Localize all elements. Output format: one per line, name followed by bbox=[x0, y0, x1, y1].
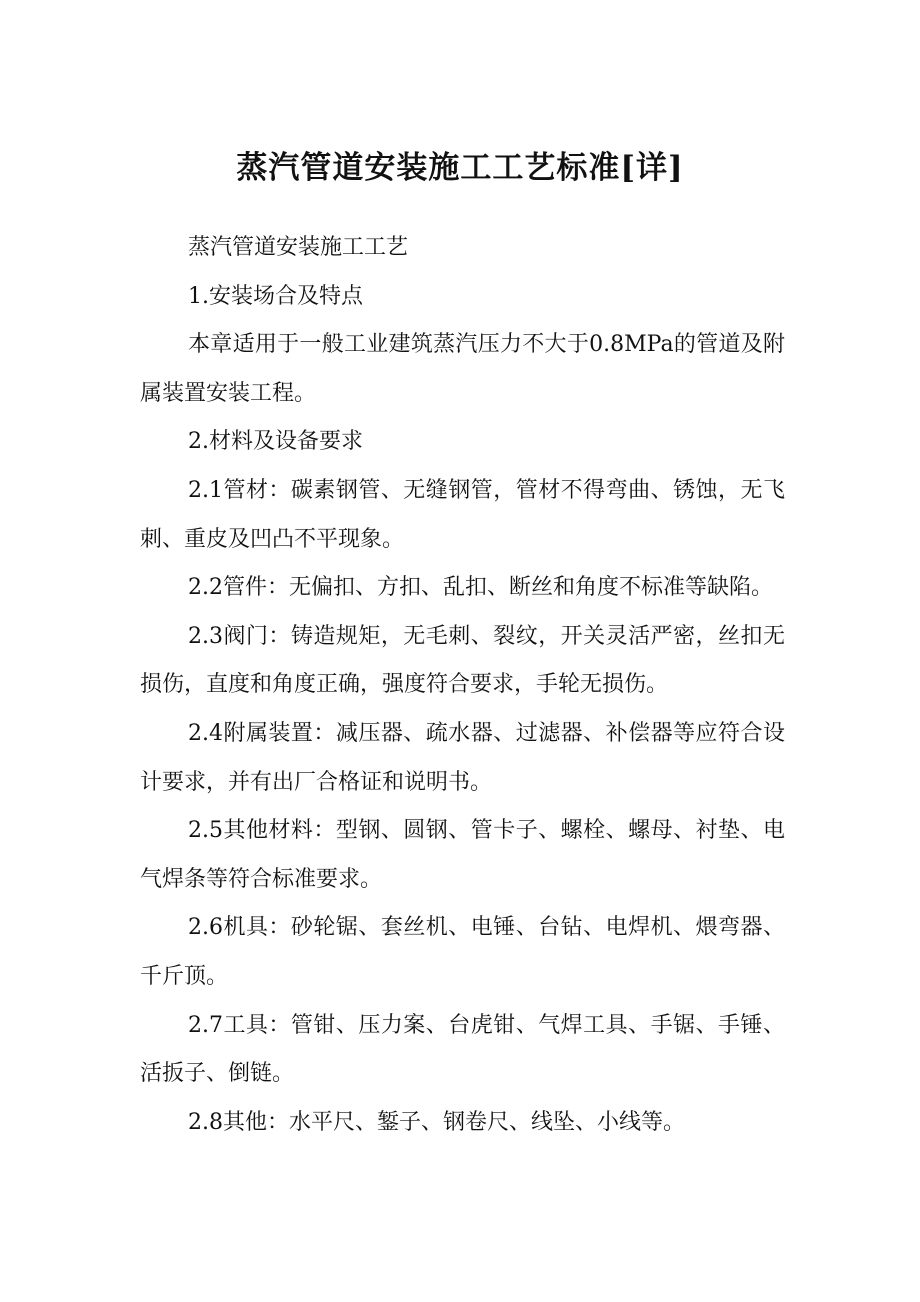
document-body bbox=[140, 224, 785, 1147]
paragraph-2-4-accessories: 2.4附属装置：减压器、疏水器、过滤器、补偿器等应符合设计要求，并有出厂合格证和说明书。 bbox=[140, 720, 785, 795]
paragraph-2-1-pipes: 2.1管材：碳素钢管、无缝钢管，管材不得弯曲、锈蚀，无飞刺、重皮及凹凸不平现象。 bbox=[140, 477, 785, 552]
paragraph-section-heading: 蒸汽管道安装施工工艺 bbox=[188, 235, 409, 260]
document-title: 蒸汽管道安装施工工艺标准[详] bbox=[236, 150, 684, 186]
paragraph-2-8-other: 2.8其他：水平尺、錾子、钢卷尺、线坠、小线等。 bbox=[188, 1109, 685, 1135]
paragraph-2-7-tools: 2.7工具：管钳、压力案、台虎钳、气焊工具、手锯、手锤、活扳子、倒链。 bbox=[140, 1012, 785, 1087]
paragraph-2-5-other-materials: 2.5其他材料：型钢、圆钢、管卡子、螺栓、螺母、衬垫、电气焊条等符合标准要求。 bbox=[140, 818, 785, 892]
paragraph-2-2-fittings: 2.2管件：无偏扣、方扣、乱扣、断丝和角度不标准等缺陷。 bbox=[188, 575, 773, 601]
paragraph-scope: 本章适用于一般工业建筑蒸汽压力不大于0.8MPa的管道及附属装置安装工程。 bbox=[140, 332, 785, 406]
paragraph-heading-2: 2.材料及设备要求 bbox=[188, 429, 363, 455]
paragraph-2-6-machinery: 2.6机具：砂轮锯、套丝机、电锤、台钻、电焊机、煨弯器、千斤顶。 bbox=[140, 915, 785, 989]
paragraph-heading-1: 1.安装场合及特点 bbox=[188, 283, 363, 309]
paragraph-2-3-valves: 2.3阀门：铸造规矩，无毛刺、裂纹，开关灵活严密，丝扣无损伤，直度和角度正确，强度符合要求，手轮无损伤。 bbox=[140, 623, 785, 698]
